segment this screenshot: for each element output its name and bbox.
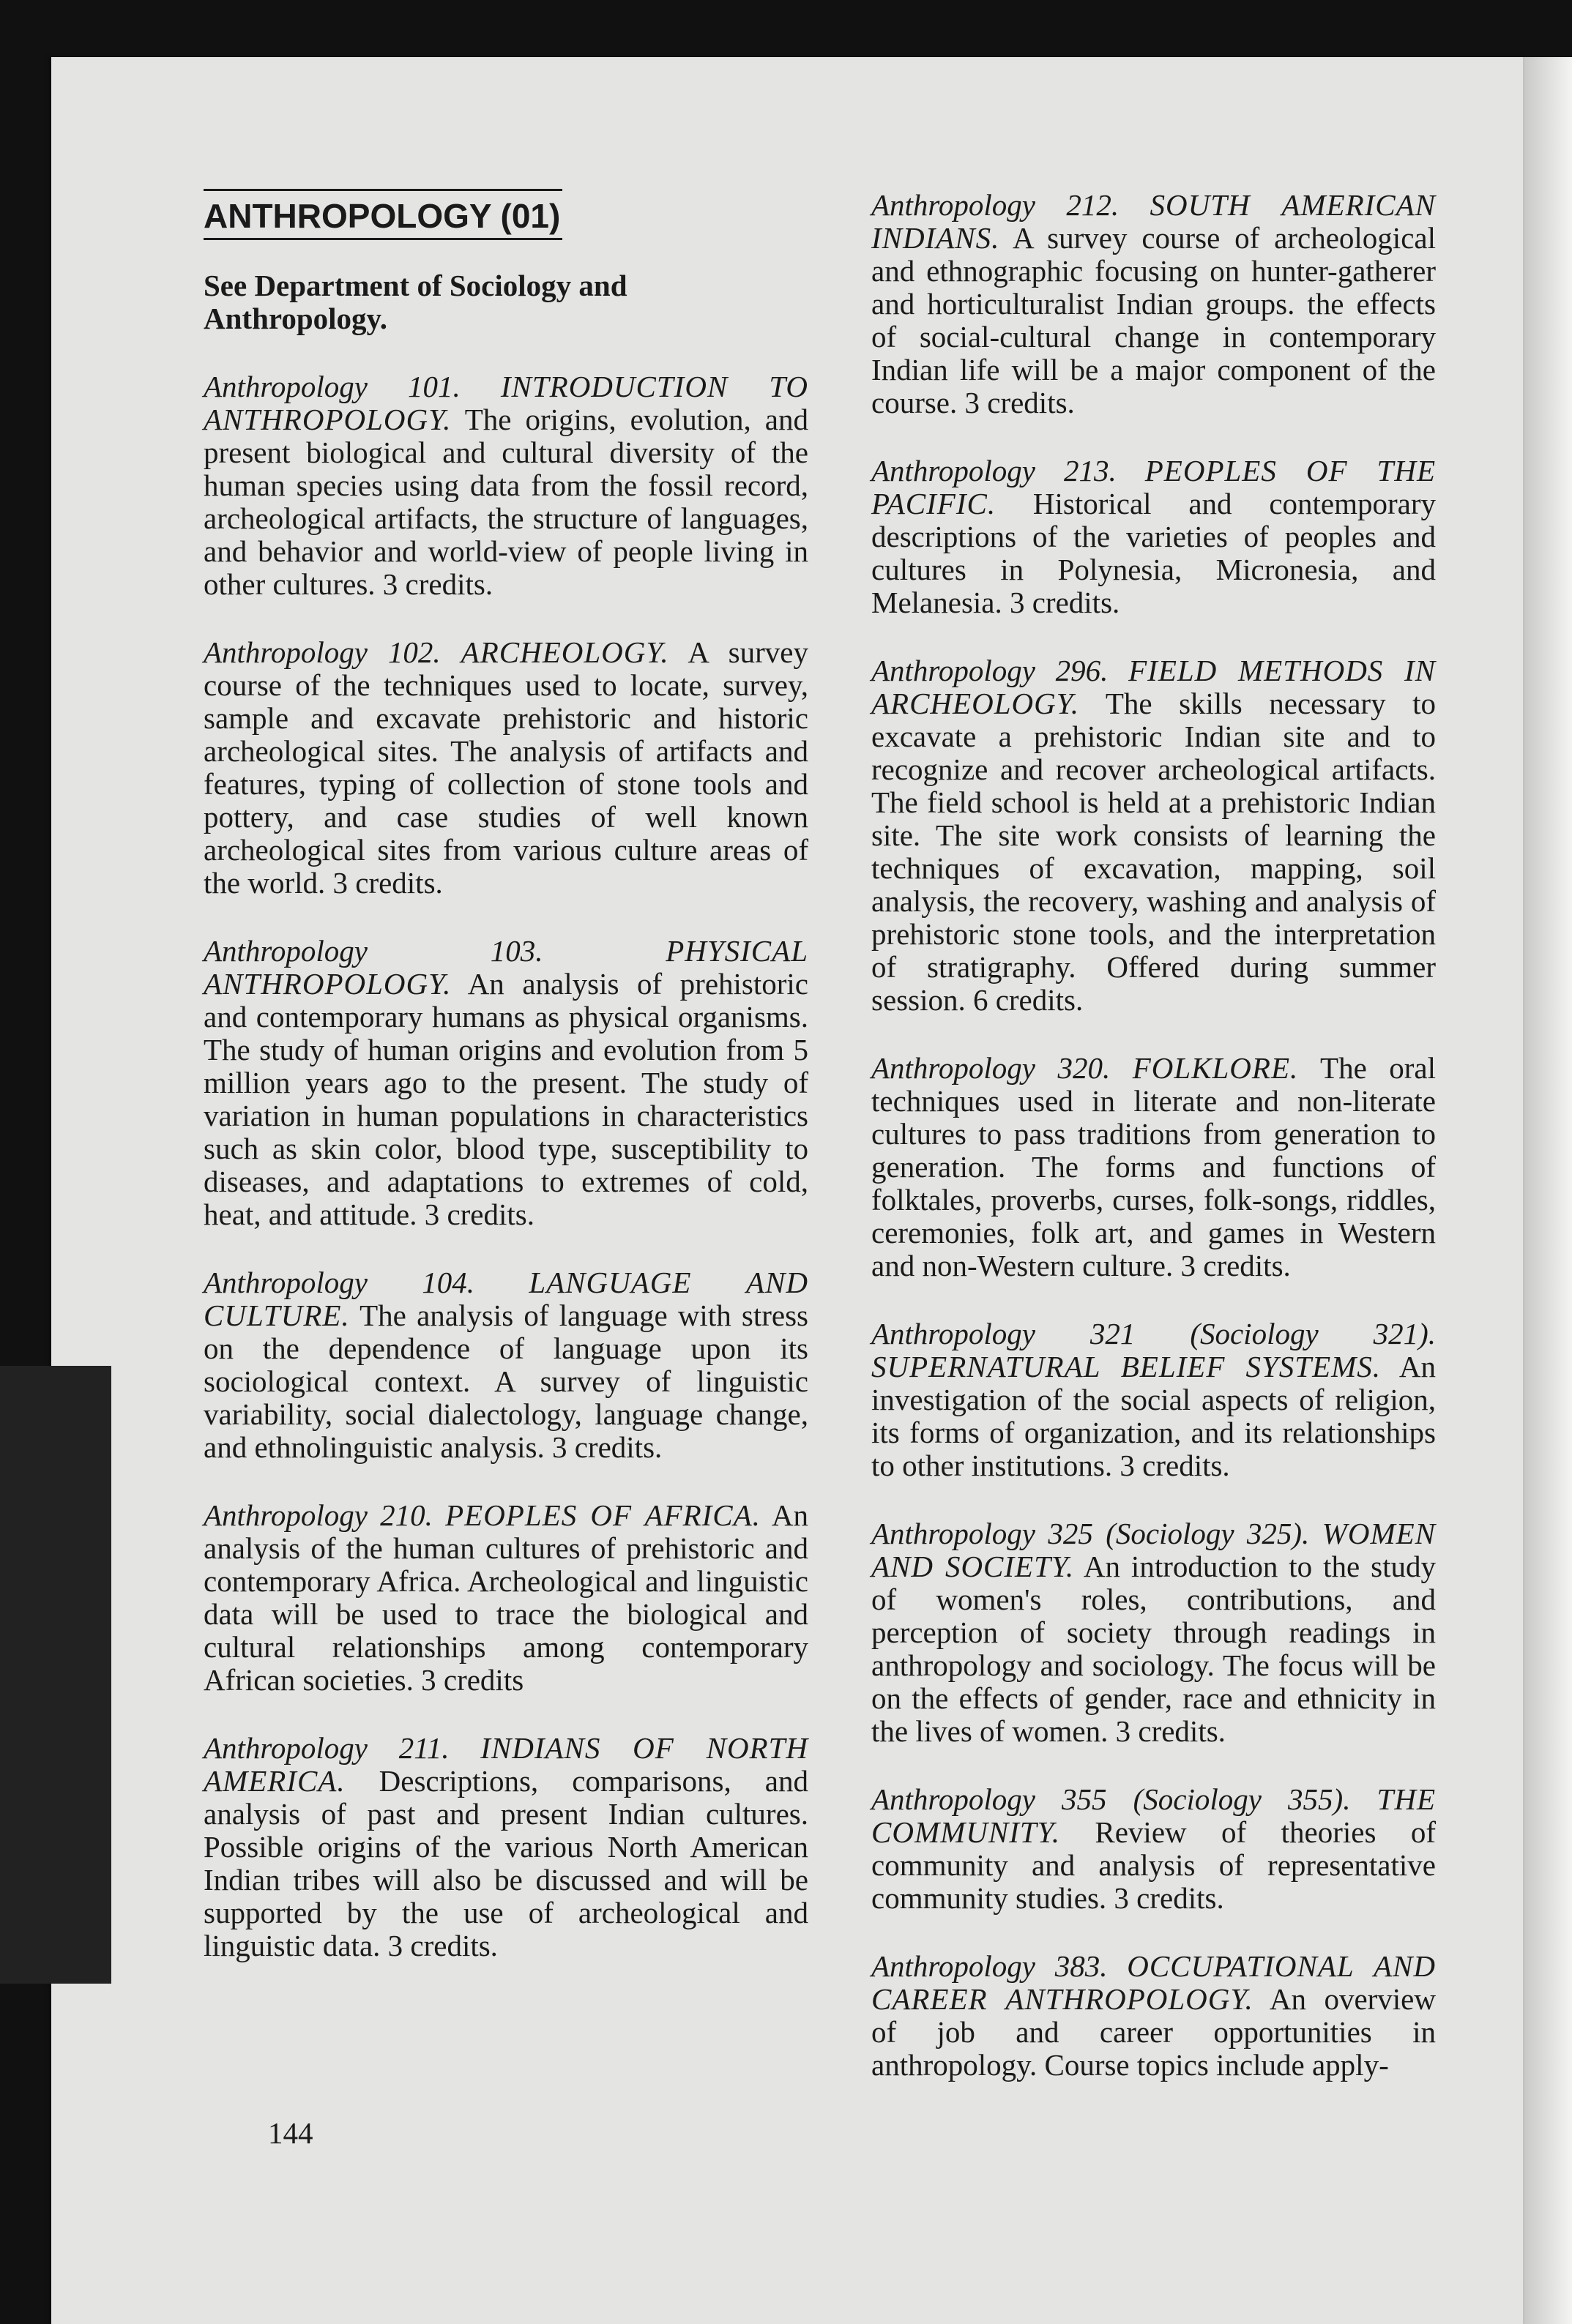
course-description: An analysis of prehistoric and contemporary humans as physical organisms. The study of human origins and evolution from 5 million years ago to the present. The study of variation in human populations in characteristics such as skin color, blood type, susceptibility to diseases, and adaptations to extremes of cold, heat, and attitude. 3 credits.: [204, 967, 808, 1231]
course-description: Review of theories of community and analysis of representative community studies. 3 credits.: [871, 1815, 1436, 1915]
course-title: INDIANS OF NORTH AMERICA.: [204, 1731, 809, 1798]
course-entry: [871, 1950, 1436, 2082]
course-description: A survey course of archeological and ethnographic focusing on hunter-gatherer and horticulturalist Indian groups. the effects of social-cultural change in contemporary Indian life will be a major component of the course. 3 credits.: [871, 221, 1436, 419]
course-entry: [204, 1266, 808, 1464]
course-entry: [204, 636, 808, 900]
course-title: INTRODUCTION TO ANTHROPOLOGY.: [204, 370, 809, 436]
course-number: Anthropology 296.: [871, 654, 1109, 687]
course-description: An introduction to the study of women's roles, contributions, and perception of society through readings in anthropology and sociology. The focus will be on the effects of gender, race and ethnicity in the lives of women. 3 credits.: [871, 1550, 1436, 1748]
course-title: PHYSICAL ANTHROPOLOGY.: [204, 934, 808, 1001]
course-title: FIELD METHODS IN ARCHEOLOGY.: [871, 654, 1437, 720]
course-title: WOMEN AND SOCIETY.: [871, 1517, 1436, 1583]
course-number: Anthropology 325 (Sociology 325).: [871, 1517, 1310, 1550]
course-number: Anthropology 211.: [204, 1731, 450, 1765]
adjacent-page-edge: [1523, 57, 1572, 2324]
department-heading: ANTHROPOLOGY (01): [204, 189, 562, 240]
course-entry: [871, 1318, 1436, 1482]
course-entry: [204, 370, 808, 601]
left-column: [204, 189, 808, 1998]
course-description: An analysis of the human cultures of prehistoric and contemporary Africa. Archeological and linguistic data will be used to trace the biological and cultural relationships among contemporary African societies. 3 credits: [204, 1498, 808, 1697]
course-number: Anthropology 212.: [871, 188, 1120, 222]
course-number: Anthropology 101.: [204, 370, 461, 403]
course-title: ARCHEOLOGY.: [461, 635, 669, 669]
course-description: Descriptions, comparisons, and analysis of past and present Indian cultures. Possible origins of the various North American Indian tribes will also be discussed and will be supported by the use of archeological and linguistic data. 3 credits.: [204, 1764, 808, 1962]
course-entry: [871, 1052, 1436, 1282]
see-department-note: See Department of Sociology and Anthropology.: [204, 269, 627, 335]
page-number: 144: [268, 2116, 313, 2150]
course-title: SUPERNATURAL BELIEF SYSTEMS.: [871, 1350, 1382, 1383]
course-number: Anthropology 321 (Sociology 321).: [871, 1317, 1436, 1350]
course-number: Anthropology 102.: [204, 635, 441, 669]
course-description: The origins, evolution, and present biological and cultural diversity of the human species using data from the fossil record, archeological artifacts, the structure of languages, and behavior and world-view of people living in other cultures. 3 credits.: [204, 403, 809, 601]
course-description: The oral techniques used in literate and non-literate cultures to pass traditions from generation to generation. The forms and functions of folktales, proverbs, curses, folk-songs, riddles, ceremonies, folk art, and games in Western and non-Western culture. 3 credits.: [871, 1051, 1437, 1282]
right-column: [871, 189, 1436, 2117]
course-number: Anthropology 383.: [871, 1949, 1108, 1983]
course-number: Anthropology 213.: [871, 454, 1117, 487]
course-entry: [871, 455, 1436, 619]
course-description: An overview of job and career opportunities in anthropology. Course topics include apply-: [871, 1982, 1436, 2082]
course-number: Anthropology 210.: [204, 1498, 433, 1532]
course-description: A survey course of the techniques used to locate, survey, sample and excavate prehistoric and historic archeological sites. The analysis of artifacts and features, typing of collection of stone tools and pottery, and case studies of well known archeological sites from various culture areas of the world. 3 credits.: [204, 635, 808, 900]
course-number: Anthropology 355 (Sociology 355).: [871, 1782, 1351, 1816]
course-entry: [871, 1517, 1436, 1748]
course-description: The analysis of language with stress on the dependence of language upon its sociological context. A survey of linguistic variability, social dialectology, language change, and ethnolinguistic analysis. 3 credits.: [204, 1299, 809, 1464]
course-entry: [204, 1732, 808, 1962]
course-title: SOUTH AMERICAN INDIANS.: [871, 188, 1436, 255]
course-entry: [871, 654, 1436, 1017]
course-description: An investigation of the social aspects of religion, its forms of organization, and its relationships to other institutions. 3 credits.: [871, 1350, 1436, 1482]
course-entry: [871, 1783, 1436, 1915]
thumb-index-tab: [0, 1366, 111, 1984]
course-title: FOLKLORE.: [1132, 1051, 1299, 1085]
course-title: PEOPLES OF AFRICA.: [445, 1498, 761, 1532]
course-number: Anthropology 103.: [204, 934, 543, 968]
course-title: THE COMMUNITY.: [871, 1782, 1437, 1849]
course-description: Historical and contemporary descriptions of the varieties of peoples and cultures in Polynesia, Micronesia, and Melanesia. 3 credits.: [871, 487, 1437, 619]
course-number: Anthropology 320.: [871, 1051, 1111, 1085]
course-title: OCCUPATIONAL AND CAREER ANTHROPOLOGY.: [871, 1949, 1436, 2016]
course-number: Anthropology 104.: [204, 1266, 475, 1299]
course-title: LANGUAGE AND CULTURE.: [204, 1266, 808, 1332]
course-description: The skills necessary to excavate a prehistoric Indian site and to recognize and recover archeological artifacts. The field school is held at a prehistoric Indian site. The site work consists of learning the techniques of excavation, mapping, soil analysis, the recovery, washing and analysis of prehistoric stone tools, and the interpretation of stratigraphy. Offered during summer session. 6 credits.: [871, 687, 1436, 1017]
course-title: PEOPLES OF THE PACIFIC.: [871, 454, 1437, 520]
course-entry: [204, 935, 808, 1231]
course-entry: [204, 1499, 808, 1697]
course-entry: [871, 189, 1436, 419]
